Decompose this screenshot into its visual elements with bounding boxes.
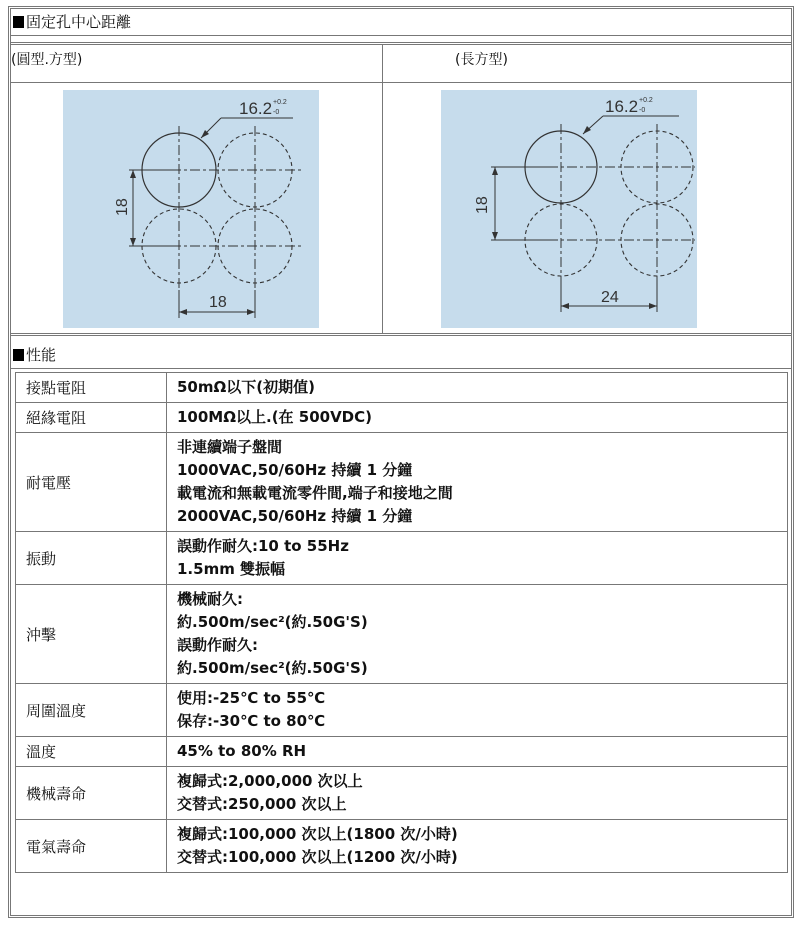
spec-value-line: 複歸式:2,000,000 次以上 [177,772,363,790]
spec-label: 耐電壓 [16,433,167,532]
table-row [16,767,788,820]
vertical-dimension-label: 18 [114,198,131,216]
spec-label: 接點電阻 [16,373,167,403]
spec-label: 絕緣電阻 [16,403,167,433]
spec-value [167,737,788,767]
spec-label: 沖擊 [16,585,167,684]
spec-label: 溫度 [16,737,167,767]
spec-value-line: 載電流和無載電流零件間,端子和接地之間 [177,484,453,502]
spec-sheet [8,6,794,918]
spec-value [167,820,788,873]
spec-value [167,403,788,433]
square-bullet-icon [13,349,24,361]
spec-value-line: 機械耐久: [177,590,243,608]
spec-value [167,767,788,820]
table-row [16,585,788,684]
caption-round-square: (圓型.方型) [11,52,83,68]
spec-value-line: 約.500m/sec²(約.50G'S) [177,659,368,677]
spec-value-line: 保存:-30℃ to 80℃ [177,712,326,730]
spec-value-line: 使用:-25℃ to 55℃ [177,689,326,707]
spec-value-line: 1000VAC,50/60Hz 持續 1 分鐘 [177,461,413,479]
svg-text:-0: -0 [273,109,280,116]
horizontal-dimension-label: 18 [209,294,227,311]
performance-table [15,372,788,873]
diameter-label: 16.2 [605,97,639,116]
section-title-performance: 性能 [11,342,791,369]
spec-value-line: 誤動作耐久: [177,636,258,654]
spec-value-line: 非連續端子盤間 [177,438,283,456]
spec-value-line: 交替式:250,000 次以上 [177,795,347,813]
table-row [16,820,788,873]
diameter-label: 16.2 [239,99,273,118]
spec-value [167,585,788,684]
spec-value [167,373,788,403]
vertical-dimension-label: 18 [474,196,491,214]
horizontal-dimension-label: 24 [601,289,619,306]
spec-value-line: 誤動作耐久:10 to 55Hz [177,537,349,555]
table-row [16,684,788,737]
section-title-mounting: 固定孔中心距離 [11,9,791,36]
table-row [16,433,788,532]
figure-round-square [63,90,319,328]
spec-value-line: 100MΩ以上.(在 500VDC) [177,408,373,426]
svg-text:-0: -0 [639,107,646,114]
mounting-diagrams [11,42,791,336]
spec-value [167,532,788,585]
square-bullet-icon [13,16,24,28]
caption-divider [11,82,791,83]
spec-label: 周圍溫度 [16,684,167,737]
svg-text:+0.2: +0.2 [639,97,653,104]
table-row [16,737,788,767]
caption-rectangular: (長方型) [455,52,508,68]
spec-value-line: 2000VAC,50/60Hz 持續 1 分鐘 [177,507,413,525]
spec-value-line: 50mΩ以下(初期值) [177,378,315,396]
spec-value-line: 複歸式:100,000 次以上(1800 次/小時) [177,825,458,843]
svg-text:+0.2: +0.2 [273,99,287,106]
table-row [16,373,788,403]
spec-value [167,433,788,532]
spec-label: 振動 [16,532,167,585]
spec-value-line: 1.5mm 雙振幅 [177,560,286,578]
spec-value-line: 交替式:100,000 次以上(1200 次/小時) [177,848,458,866]
figure-rectangular [441,90,697,328]
spec-value-line: 45% to 80% RH [177,742,307,760]
column-divider [382,45,383,333]
spec-label: 電氣壽命 [16,820,167,873]
spec-label: 機械壽命 [16,767,167,820]
table-row [16,403,788,433]
table-row [16,532,788,585]
spec-value [167,684,788,737]
spec-value-line: 約.500m/sec²(約.50G'S) [177,613,368,631]
